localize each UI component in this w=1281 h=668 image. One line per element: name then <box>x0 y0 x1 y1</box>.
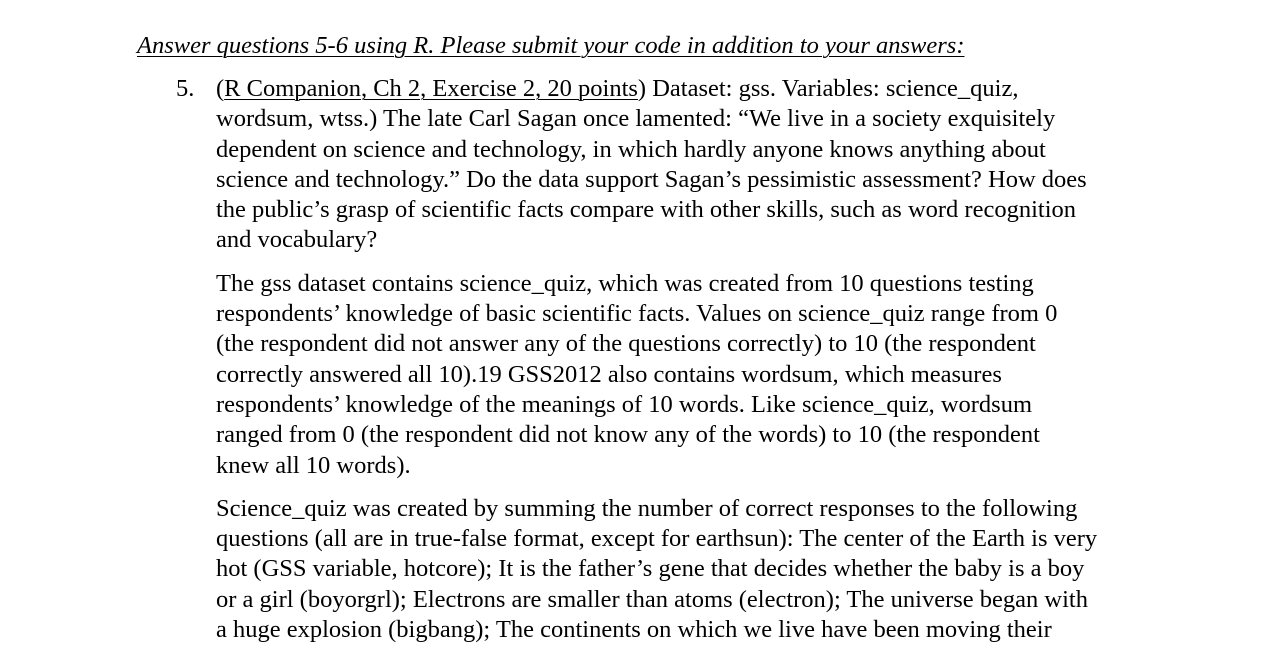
paragraph-2-line-1: The gss dataset contains science_quiz, which was created from 10 questions testing <box>216 269 1034 297</box>
paragraph-3-line-4: or a girl (boyorgrl); Electrons are smaller than atoms (electron); The universe began with <box>216 585 1088 613</box>
paragraph-3-line-3: hot (GSS variable, hotcore); It is the father’s gene that decides whether the baby is a boy <box>216 555 1085 583</box>
question-paragraph-1 <box>216 74 1176 256</box>
paragraph-2-line-6: ranged from 0 (the respondent did not know any of the words) to 10 (the respondent <box>216 421 1040 449</box>
section-heading: Answer questions 5-6 using R. Please submit your code in addition to your answers: <box>137 32 965 59</box>
paragraph-3-line-5: a huge explosion (bigbang); The continents on which we live have been moving their <box>216 616 1052 644</box>
question-body <box>216 74 1176 645</box>
paragraph-1-line-4: science and technology.” Do the data support Sagan’s pessimistic assessment? How does <box>216 165 1087 193</box>
paragraph-1-line-6: and vocabulary? <box>216 226 378 254</box>
paragraph-2-line-3: (the respondent did not answer any of the questions correctly) to 10 (the respondent <box>216 330 1036 358</box>
paragraph-2-line-2: respondents’ knowledge of basic scientific facts. Values on science_quiz range from 0 <box>216 300 1058 328</box>
paragraph-3-line-1: Science_quiz was created by summing the number of correct responses to the following <box>216 494 1078 522</box>
exercise-reference: R Companion, Ch 2, Exercise 2, 20 points <box>224 75 638 102</box>
open-paren: ( <box>216 75 225 102</box>
paragraph-1-line-3: dependent on science and technology, in which hardly anyone knows anything about <box>216 135 1046 163</box>
paragraph-1-line-1 <box>216 74 1176 104</box>
question-paragraph-3 <box>216 494 1176 645</box>
question-paragraph-2 <box>216 269 1176 481</box>
paragraph-2-line-4: correctly answered all 10).19 GSS2012 also contains wordsum, which measures <box>216 360 1002 388</box>
paragraph-2-line-5: respondents’ knowledge of the meanings of 10 words. Like science_quiz, wordsum <box>216 390 1033 418</box>
paragraph-3-line-2: questions (all are in true-false format, except for earthsun): The center of the Earth is very <box>216 525 1098 553</box>
paragraph-2-line-7: knew all 10 words). <box>216 451 411 479</box>
paragraph-1-line-1-rest: ) Dataset: gss. Variables: science_quiz, <box>637 75 1019 102</box>
paragraph-1-line-2: wordsum, wtss.) The late Carl Sagan once lamented: “We live in a society exquisitely <box>216 105 1056 133</box>
question-number: 5. <box>176 75 195 102</box>
paragraph-1-line-5: the public’s grasp of scientific facts compare with other skills, such as word recognition <box>216 196 1077 224</box>
